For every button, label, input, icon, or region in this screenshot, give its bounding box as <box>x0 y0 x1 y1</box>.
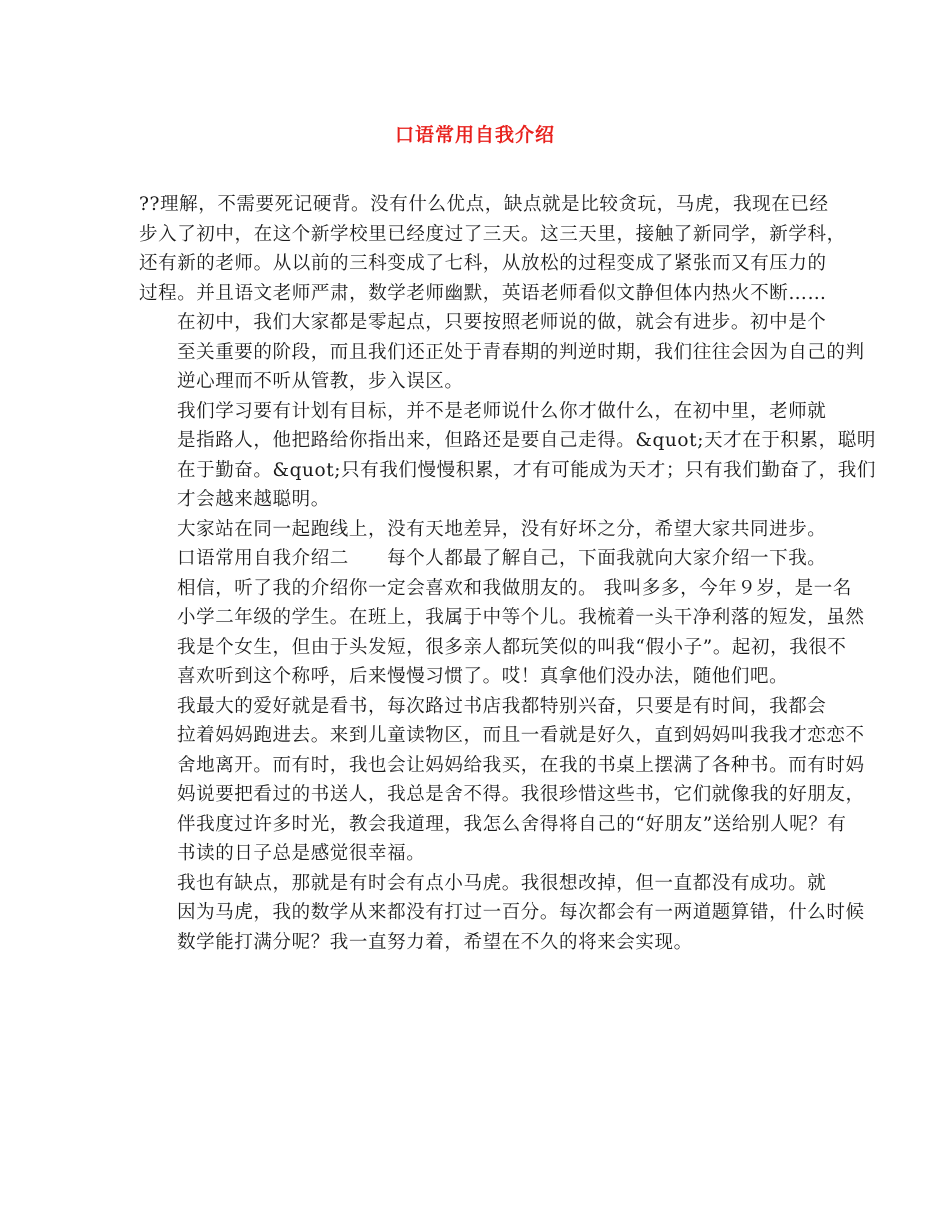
text-line: 我们学习要有计划有目标，并不是老师说什么你才做什么，在初中里，老师就 <box>177 400 827 422</box>
text-line: 小学二年级的学生。在班上，我属于中等个儿。我梳着一头干净利落的短发，虽然 <box>177 607 865 628</box>
text-line: 喜欢听到这个称呼，后来慢慢习惯了。哎！真拿他们没办法，随他们吧。 <box>177 666 789 687</box>
text-line: 书读的日子总是感觉很幸福。 <box>177 843 426 864</box>
text-line: 至关重要的阶段，而且我们还正处于青春期的判逆时期，我们往往会因为自己的判 <box>177 341 865 363</box>
paragraph <box>139 190 846 308</box>
text-line: 大家站在同一起跑线上，没有天地差异，没有好坏之分，希望大家共同进步。 <box>177 518 827 540</box>
document-title: 口语常用自我介绍 <box>394 124 555 146</box>
document-body <box>139 190 876 957</box>
text-line: 在于勤奋。&quot;只有我们慢慢积累，才有可能成为天才；只有我们勤奋了，我们 <box>177 459 876 481</box>
text-line: 过程。并且语文老师严肃，数学老师幽默，英语老师看似文静但体内热火不断…… <box>139 282 827 304</box>
text-line: 步入了初中，在这个新学校里已经度过了三天。这三天里，接触了新同学，新学科， <box>139 223 846 245</box>
paragraph <box>139 544 865 692</box>
text-line: 还有新的老师。从以前的三科变成了七科，从放松的过程变成了紧张而又有压力的 <box>139 253 827 274</box>
text-line: 数学能打满分呢？我一直努力着，希望在不久的将来会实现。 <box>177 931 693 953</box>
text-line: 我最大的爱好就是看书，每次路过书店我都特别兴奋，只要是有时间，我都会 <box>177 695 827 717</box>
text-line: 才会越来越聪明。 <box>177 489 330 510</box>
text-line: 伴我度过许多时光，教会我道理，我怎么舍得将自己的“好朋友”送给别人呢？有 <box>177 813 847 835</box>
text-line: ??理解，不需要死记硬背。没有什么优点，缺点就是比较贪玩，马虎，我现在已经 <box>139 194 829 215</box>
text-line: 是指路人，他把路给你指出来，但路还是要自己走得。&quot;天才在于积累，聪明 <box>177 430 876 451</box>
paragraph <box>139 397 876 515</box>
paragraph <box>139 869 865 958</box>
text-line: 在初中，我们大家都是零起点，只要按照老师说的做，就会有进步。初中是个 <box>177 312 827 333</box>
text-line: 舍地离开。而有时，我也会让妈妈给我买，在我的书桌上摆满了各种书。而有时妈 <box>177 754 865 776</box>
text-line: 逆心理而不听从管教，步入误区。 <box>177 371 464 392</box>
text-line: 拉着妈妈跑进去。来到儿童读物区，而且一看就是好久，直到妈妈叫我我才恋恋不 <box>177 725 865 746</box>
text-line: 妈说要把看过的书送人，我总是舍不得。我很珍惜这些书，它们就像我的好朋友， <box>177 784 865 805</box>
text-line: 我也有缺点，那就是有时会有点小马虎。我很想改掉，但一直都没有成功。就 <box>177 872 827 894</box>
paragraph <box>139 308 865 397</box>
paragraph <box>139 515 827 545</box>
text-line: 口语常用自我介绍二 每个人都最了解自己，下面我就向大家介绍一下我。 <box>177 548 827 569</box>
text-line: 相信，听了我的介绍你一定会喜欢和我做朋友的。 我叫多多，今年９岁，是一名 <box>177 577 852 599</box>
text-line: 因为马虎，我的数学从来都没有打过一百分。每次都会有一两道题算错，什么时候 <box>177 902 865 923</box>
text-line: 我是个女生，但由于头发短，很多亲人都玩笑似的叫我“假小子”。起初，我很不 <box>177 636 847 658</box>
paragraph <box>139 692 865 869</box>
